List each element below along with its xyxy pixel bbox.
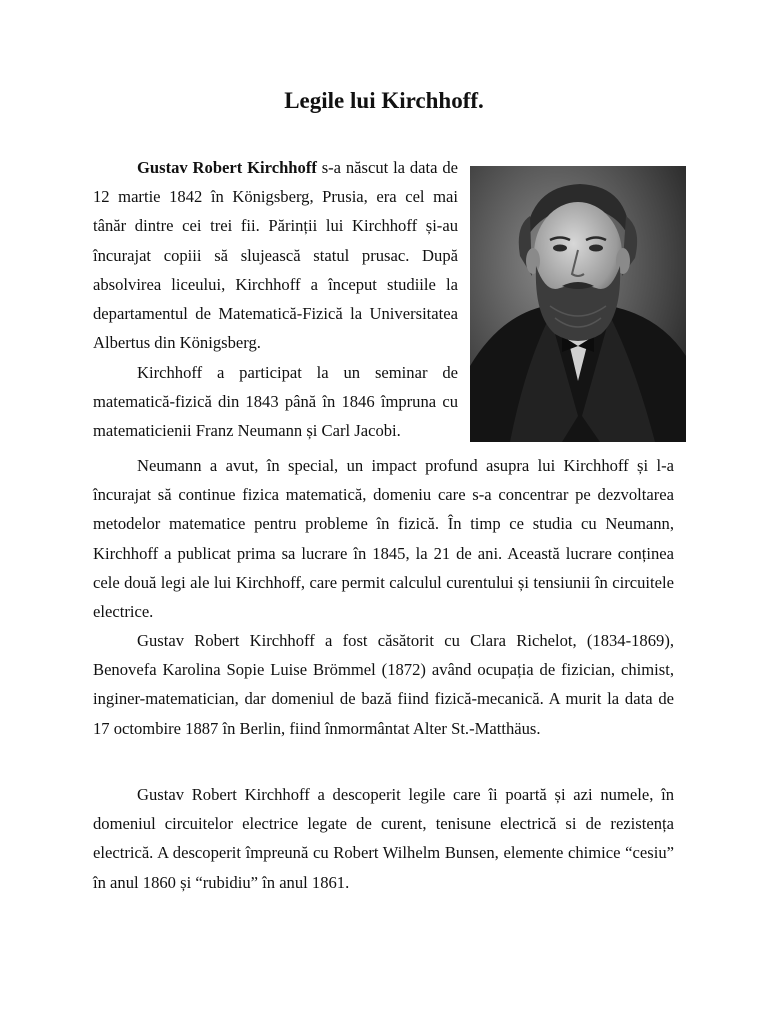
bold-lead-name: Gustav Robert Kirchhoff [137, 158, 317, 177]
paragraph-neumann: Neumann a avut, în special, un impact profund asupra lui Kirchhoff și l-a încurajat să continue fizica matematică, domeniu care s-a concentrar pe dezvoltarea metodelor matematice pentru probleme în fizică. În timp ce studia cu Neumann, Kirchhoff a publicat prima sa lucrare în 1845, la 21 de ani. Această lucrare conținea cele două legi ale lui Kirchhoff, care permit calculul curentului și tensiunii în circuitele electrice. [93, 456, 674, 622]
page-title: Legile lui Kirchhoff. [284, 88, 484, 113]
portrait-image [470, 166, 686, 442]
paragraph-marriage: Gustav Robert Kirchhoff a fost căsătorit cu Clara Richelot, (1834-1869), Benovefa Karolina Sopie Luise Brömmel (1872) având ocupația de fizician, chimist, inginer-matematician, dar domeniul de bază fiind fizică-mecanică. A murit la data de 17 octombire 1887 în Berlin, fiind înmormântat Alter St.-Matthäus. [93, 631, 674, 738]
paragraph-discoveries: Gustav Robert Kirchhoff a descoperit legile care îi poartă și azi numele, în domeniul circuitelor electrice legate de curent, tenisune electrică si de rezistența electrică. A descoperit împreună cu Robert Wilhelm Bunsen, elemente chimice “cesiu” în anul 1860 și “rubidiu” în anul 1861. [93, 785, 674, 892]
paragraph-birth [93, 153, 458, 357]
paragraph-birth-text: s-a născut la data de 12 martie 1842 în Königsberg, Prusia, era cel mai tânăr dintre cei trei fii. Părinții lui Kirchhoff și-au încurajat copiii să slujească statul prusac. După absolvirea liceului, Kirchhoff a început studiile la departamentul de Matematică-Fizică la Universitatea Albertus din Königsberg. [93, 158, 458, 353]
kirchhoff-portrait [470, 166, 686, 442]
paragraph-seminar: Kirchhoff a participat la un seminar de matematică-fizică din 1843 până în 1846 împruna cu matematicienii Franz Neumann și Carl Jacobi. [93, 363, 458, 441]
